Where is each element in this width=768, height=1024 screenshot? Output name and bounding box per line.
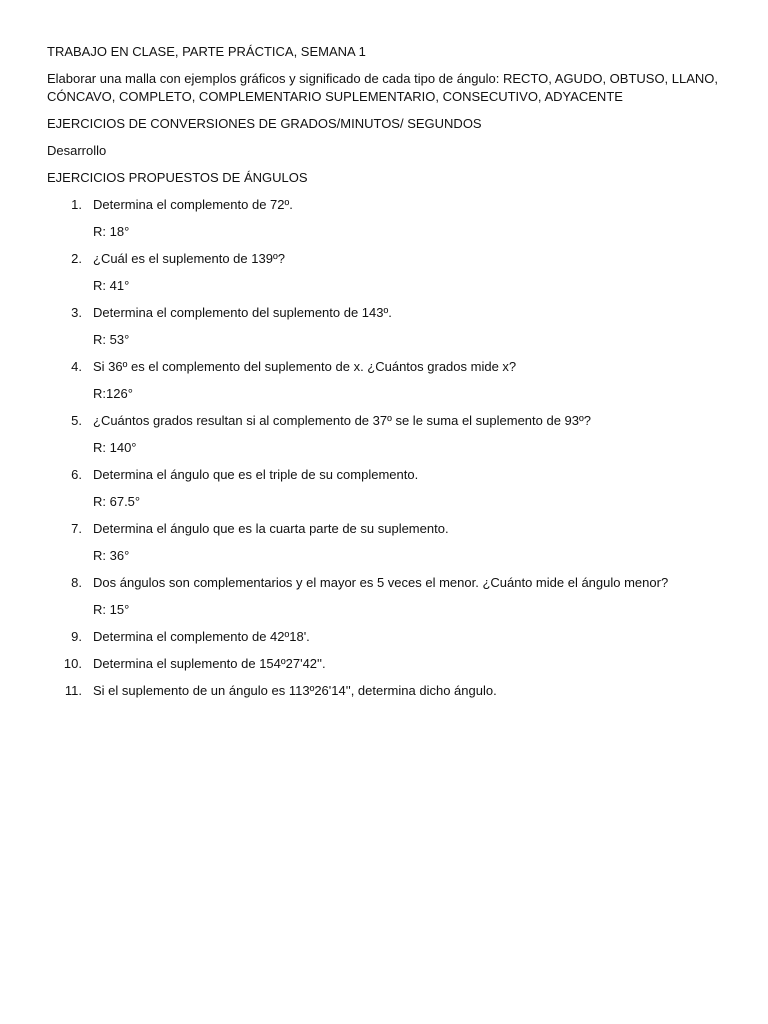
- exercise-text: Determina el suplemento de 154º27'42''.: [93, 656, 326, 671]
- exercise-number: 7.: [71, 521, 82, 536]
- document-intro: Elaborar una malla con ejemplos gráficos y significado de cada tipo de ángulo: RECTO, AGUDO, OBTUSO, LLANO, CÓNCAVO, COMPLETO, COMPLEMENTARIO SUPLEMENTARIO, CONSECUTIVO, ADYACENTE: [47, 71, 722, 104]
- exercise-item-1: [47, 196, 737, 241]
- exercise-text: Determina el ángulo que es la cuarta parte de su suplemento.: [93, 521, 449, 536]
- exercise-text: ¿Cuántos grados resultan si al complemento de 37º se le suma el suplemento de 93º?: [93, 413, 591, 428]
- exercise-text: Si el suplemento de un ángulo es 113º26'14'', determina dicho ángulo.: [93, 683, 497, 698]
- exercise-item-4: [47, 358, 737, 403]
- exercise-answer: R: 140°: [93, 440, 137, 455]
- section-desarrollo: Desarrollo: [47, 143, 107, 158]
- exercise-item-2: [47, 250, 737, 295]
- exercise-answer: R: 36°: [93, 548, 130, 563]
- exercise-item-9: [47, 628, 737, 646]
- exercise-answer: R: 18°: [93, 224, 130, 239]
- exercise-text: ¿Cuál es el suplemento de 139º?: [93, 251, 285, 266]
- exercise-item-7: [47, 520, 737, 565]
- exercise-list: [47, 196, 737, 700]
- exercise-number: 6.: [71, 467, 82, 482]
- exercise-answer: R: 15°: [93, 602, 130, 617]
- exercise-number: 3.: [71, 305, 82, 320]
- section-proposed: EJERCICIOS PROPUESTOS DE ÁNGULOS: [47, 170, 308, 185]
- exercise-number: 8.: [71, 575, 82, 590]
- exercise-text: Si 36º es el complemento del suplemento de x. ¿Cuántos grados mide x?: [93, 359, 517, 374]
- document-page: [47, 43, 737, 700]
- exercise-number: 4.: [71, 359, 82, 374]
- exercise-text: Determina el ángulo que es el triple de su complemento.: [93, 467, 419, 482]
- exercise-item-6: [47, 466, 737, 511]
- exercise-text: Dos ángulos son complementarios y el mayor es 5 veces el menor. ¿Cuánto mide el ángulo menor?: [93, 575, 669, 590]
- exercise-number: 9.: [71, 629, 82, 644]
- exercise-number: 2.: [71, 251, 82, 266]
- exercise-answer: R: 41°: [93, 278, 130, 293]
- exercise-text: Determina el complemento de 72º.: [93, 197, 293, 212]
- exercise-answer: R: 67.5°: [93, 494, 141, 509]
- exercise-number: 11.: [64, 683, 82, 698]
- exercise-number: 1.: [71, 197, 82, 212]
- exercise-item-11: [47, 682, 737, 700]
- exercise-item-10: [47, 655, 737, 673]
- exercise-answer: R:126°: [93, 386, 133, 401]
- exercise-number: 10.: [63, 656, 82, 671]
- exercise-answer: R: 53°: [93, 332, 130, 347]
- exercise-text: Determina el complemento de 42º18'.: [93, 629, 310, 644]
- exercise-item-5: [47, 412, 737, 457]
- exercise-text: Determina el complemento del suplemento de 143º.: [93, 305, 392, 320]
- exercise-number: 5.: [71, 413, 82, 428]
- exercise-item-8: [47, 574, 737, 619]
- section-conversions: EJERCICIOS DE CONVERSIONES DE GRADOS/MINUTOS/ SEGUNDOS: [47, 116, 482, 131]
- document-title: TRABAJO EN CLASE, PARTE PRÁCTICA, SEMANA 1: [47, 44, 366, 59]
- exercise-item-3: [47, 304, 737, 349]
